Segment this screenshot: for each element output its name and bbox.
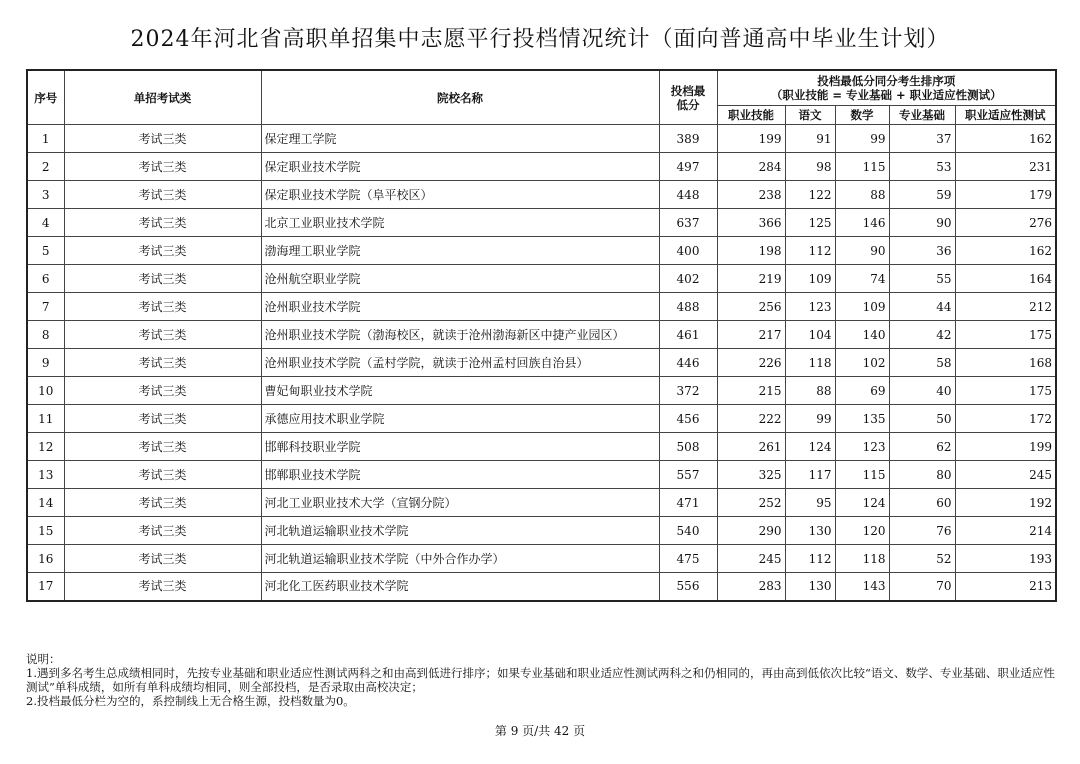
- cell-skill: 245: [717, 545, 785, 573]
- cell-skill: 215: [717, 377, 785, 405]
- cell-exam-type: 考试三类: [64, 237, 261, 265]
- table-row: [27, 545, 1056, 573]
- table-row: [27, 517, 1056, 545]
- table-row: [27, 321, 1056, 349]
- cell-school: 河北轨道运输职业技术学院（中外合作办学）: [261, 545, 659, 573]
- cell-skill: 199: [717, 125, 785, 153]
- cell-exam-type: 考试三类: [64, 573, 261, 601]
- header-rank-group: [717, 70, 1056, 106]
- cell-skill: 198: [717, 237, 785, 265]
- cell-aptitude: 175: [955, 377, 1056, 405]
- cell-skill: 219: [717, 265, 785, 293]
- cell-base: 36: [889, 237, 955, 265]
- cell-aptitude: 192: [955, 489, 1056, 517]
- cell-exam-type: 考试三类: [64, 461, 261, 489]
- cell-skill: 325: [717, 461, 785, 489]
- cell-school: 保定职业技术学院（阜平校区）: [261, 181, 659, 209]
- cell-math: 123: [835, 433, 889, 461]
- cell-base: 76: [889, 517, 955, 545]
- cell-chinese: 98: [785, 153, 835, 181]
- cell-base: 50: [889, 405, 955, 433]
- cell-school: 沧州航空职业学院: [261, 265, 659, 293]
- cell-chinese: 123: [785, 293, 835, 321]
- cell-skill: 226: [717, 349, 785, 377]
- cell-base: 58: [889, 349, 955, 377]
- cell-aptitude: 179: [955, 181, 1056, 209]
- cell-aptitude: 168: [955, 349, 1056, 377]
- header-chinese: 语文: [785, 106, 835, 125]
- cell-aptitude: 231: [955, 153, 1056, 181]
- cell-exam-type: 考试三类: [64, 153, 261, 181]
- cell-skill: 366: [717, 209, 785, 237]
- table-row: [27, 153, 1056, 181]
- table-row: [27, 573, 1056, 601]
- cell-aptitude: 164: [955, 265, 1056, 293]
- table-row: [27, 405, 1056, 433]
- cell-seq: 17: [27, 573, 64, 601]
- cell-aptitude: 214: [955, 517, 1056, 545]
- cell-seq: 13: [27, 461, 64, 489]
- cell-min-score: 556: [659, 573, 717, 601]
- cell-exam-type: 考试三类: [64, 181, 261, 209]
- cell-seq: 14: [27, 489, 64, 517]
- cell-min-score: 461: [659, 321, 717, 349]
- cell-chinese: 104: [785, 321, 835, 349]
- table-row: [27, 125, 1056, 153]
- cell-skill: 283: [717, 573, 785, 601]
- cell-math: 69: [835, 377, 889, 405]
- header-aptitude: 职业适应性测试: [955, 106, 1056, 125]
- cell-math: 140: [835, 321, 889, 349]
- header-min-score: 投档最低分: [659, 70, 717, 125]
- cell-base: 90: [889, 209, 955, 237]
- notes-heading: 说明：: [26, 652, 61, 666]
- cell-skill: 256: [717, 293, 785, 321]
- cell-seq: 11: [27, 405, 64, 433]
- header-seq: 序号: [27, 70, 64, 125]
- cell-exam-type: 考试三类: [64, 293, 261, 321]
- cell-min-score: 475: [659, 545, 717, 573]
- cell-chinese: 112: [785, 237, 835, 265]
- cell-chinese: 88: [785, 377, 835, 405]
- cell-school: 保定职业技术学院: [261, 153, 659, 181]
- cell-aptitude: 212: [955, 293, 1056, 321]
- cell-seq: 10: [27, 377, 64, 405]
- cell-base: 40: [889, 377, 955, 405]
- cell-math: 135: [835, 405, 889, 433]
- cell-school: 河北化工医药职业技术学院: [261, 573, 659, 601]
- cell-base: 59: [889, 181, 955, 209]
- cell-seq: 15: [27, 517, 64, 545]
- cell-aptitude: 193: [955, 545, 1056, 573]
- table-row: [27, 489, 1056, 517]
- cell-chinese: 112: [785, 545, 835, 573]
- table-body: [27, 125, 1056, 601]
- cell-math: 115: [835, 461, 889, 489]
- cell-min-score: 372: [659, 377, 717, 405]
- cell-seq: 6: [27, 265, 64, 293]
- cell-min-score: 557: [659, 461, 717, 489]
- notes-line-1: 1.遇到多名考生总成绩相同时，先按专业基础和职业适应性测试两科之和由高到低进行排序；如果专业基础和职业适应性测试两科之和仍相同的，再由高到低依次比较“语文、数学、专业基础、职业适应性测试”单科成绩，如所有单科成绩均相同，则全部投档，是否录取由高校决定；: [26, 666, 1055, 694]
- cell-school: 河北轨道运输职业技术学院: [261, 517, 659, 545]
- cell-base: 62: [889, 433, 955, 461]
- cell-min-score: 540: [659, 517, 717, 545]
- cell-base: 53: [889, 153, 955, 181]
- cell-skill: 252: [717, 489, 785, 517]
- header-skill: 职业技能: [717, 106, 785, 125]
- cell-aptitude: 199: [955, 433, 1056, 461]
- cell-skill: 217: [717, 321, 785, 349]
- cell-chinese: 117: [785, 461, 835, 489]
- cell-seq: 5: [27, 237, 64, 265]
- cell-exam-type: 考试三类: [64, 209, 261, 237]
- cell-base: 44: [889, 293, 955, 321]
- cell-aptitude: 172: [955, 405, 1056, 433]
- cell-aptitude: 276: [955, 209, 1056, 237]
- cell-min-score: 637: [659, 209, 717, 237]
- cell-chinese: 122: [785, 181, 835, 209]
- cell-skill: 222: [717, 405, 785, 433]
- cell-base: 70: [889, 573, 955, 601]
- cell-school: 曹妃甸职业技术学院: [261, 377, 659, 405]
- cell-min-score: 471: [659, 489, 717, 517]
- page-title: 2024年河北省高职单招集中志愿平行投档情况统计（面向普通高中毕业生计划）: [130, 27, 950, 52]
- admission-table: [26, 69, 1057, 602]
- cell-seq: 12: [27, 433, 64, 461]
- cell-seq: 9: [27, 349, 64, 377]
- cell-school: 邯郸职业技术学院: [261, 461, 659, 489]
- cell-seq: 2: [27, 153, 64, 181]
- cell-exam-type: 考试三类: [64, 349, 261, 377]
- cell-school: 保定理工学院: [261, 125, 659, 153]
- cell-base: 52: [889, 545, 955, 573]
- cell-chinese: 130: [785, 573, 835, 601]
- cell-math: 118: [835, 545, 889, 573]
- cell-base: 60: [889, 489, 955, 517]
- cell-aptitude: 162: [955, 237, 1056, 265]
- table-row: [27, 293, 1056, 321]
- cell-math: 88: [835, 181, 889, 209]
- cell-math: 115: [835, 153, 889, 181]
- header-school: 院校名称: [261, 70, 659, 125]
- cell-school: 沧州职业技术学院（渤海校区，就读于沧州渤海新区中捷产业园区）: [261, 321, 659, 349]
- cell-min-score: 497: [659, 153, 717, 181]
- cell-min-score: 448: [659, 181, 717, 209]
- cell-math: 143: [835, 573, 889, 601]
- cell-chinese: 118: [785, 349, 835, 377]
- cell-exam-type: 考试三类: [64, 489, 261, 517]
- cell-min-score: 488: [659, 293, 717, 321]
- cell-math: 99: [835, 125, 889, 153]
- cell-min-score: 508: [659, 433, 717, 461]
- cell-exam-type: 考试三类: [64, 125, 261, 153]
- cell-aptitude: 213: [955, 573, 1056, 601]
- cell-chinese: 124: [785, 433, 835, 461]
- cell-math: 120: [835, 517, 889, 545]
- cell-exam-type: 考试三类: [64, 545, 261, 573]
- cell-school: 承德应用技术职业学院: [261, 405, 659, 433]
- cell-skill: 261: [717, 433, 785, 461]
- cell-min-score: 400: [659, 237, 717, 265]
- notes-line-2: 2.投档最低分栏为空的，系控制线上无合格生源，投档数量为0。: [26, 694, 355, 708]
- cell-aptitude: 162: [955, 125, 1056, 153]
- cell-chinese: 109: [785, 265, 835, 293]
- cell-math: 74: [835, 265, 889, 293]
- cell-school: 沧州职业技术学院: [261, 293, 659, 321]
- page-footer: 第 9 页/共 42 页: [494, 724, 586, 738]
- cell-base: 80: [889, 461, 955, 489]
- cell-school: 北京工业职业技术学院: [261, 209, 659, 237]
- cell-min-score: 456: [659, 405, 717, 433]
- cell-seq: 16: [27, 545, 64, 573]
- cell-chinese: 125: [785, 209, 835, 237]
- table-row: [27, 461, 1056, 489]
- cell-seq: 4: [27, 209, 64, 237]
- cell-math: 90: [835, 237, 889, 265]
- table-row: [27, 237, 1056, 265]
- cell-math: 109: [835, 293, 889, 321]
- cell-math: 124: [835, 489, 889, 517]
- cell-chinese: 95: [785, 489, 835, 517]
- cell-exam-type: 考试三类: [64, 377, 261, 405]
- cell-seq: 3: [27, 181, 64, 209]
- cell-school: 邯郸科技职业学院: [261, 433, 659, 461]
- cell-exam-type: 考试三类: [64, 265, 261, 293]
- cell-base: 37: [889, 125, 955, 153]
- cell-exam-type: 考试三类: [64, 517, 261, 545]
- cell-min-score: 446: [659, 349, 717, 377]
- cell-school: 河北工业职业技术大学（宣钢分院）: [261, 489, 659, 517]
- notes-section: [26, 652, 1056, 708]
- cell-math: 146: [835, 209, 889, 237]
- cell-aptitude: 245: [955, 461, 1056, 489]
- cell-seq: 7: [27, 293, 64, 321]
- table-row: [27, 181, 1056, 209]
- table-row: [27, 265, 1056, 293]
- cell-exam-type: 考试三类: [64, 321, 261, 349]
- cell-chinese: 91: [785, 125, 835, 153]
- table-row: [27, 209, 1056, 237]
- table-row: [27, 349, 1056, 377]
- header-rank-group-line1: 投档最低分同分考生排序项: [817, 74, 956, 88]
- cell-school: 沧州职业技术学院（孟村学院，就读于沧州孟村回族自治县）: [261, 349, 659, 377]
- header-rank-group-line2: （职业技能 = 专业基础 + 职业适应性测试）: [770, 88, 1002, 102]
- cell-base: 42: [889, 321, 955, 349]
- cell-seq: 8: [27, 321, 64, 349]
- cell-min-score: 389: [659, 125, 717, 153]
- cell-school: 渤海理工职业学院: [261, 237, 659, 265]
- cell-skill: 238: [717, 181, 785, 209]
- table-row: [27, 377, 1056, 405]
- cell-base: 55: [889, 265, 955, 293]
- cell-aptitude: 175: [955, 321, 1056, 349]
- cell-chinese: 130: [785, 517, 835, 545]
- cell-skill: 290: [717, 517, 785, 545]
- cell-min-score: 402: [659, 265, 717, 293]
- cell-math: 102: [835, 349, 889, 377]
- cell-chinese: 99: [785, 405, 835, 433]
- header-exam-type: 单招考试类: [64, 70, 261, 125]
- table-row: [27, 433, 1056, 461]
- cell-skill: 284: [717, 153, 785, 181]
- header-math: 数学: [835, 106, 889, 125]
- cell-seq: 1: [27, 125, 64, 153]
- cell-exam-type: 考试三类: [64, 405, 261, 433]
- cell-exam-type: 考试三类: [64, 433, 261, 461]
- header-base: 专业基础: [889, 106, 955, 125]
